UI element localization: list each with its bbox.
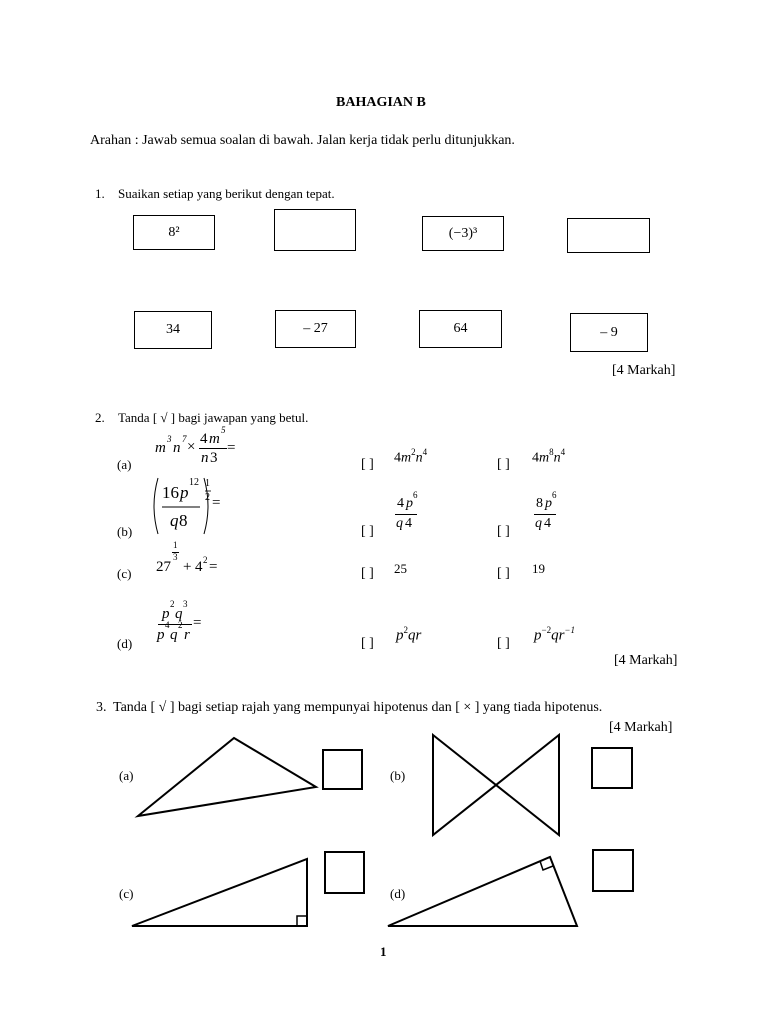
q3d-answer-box[interactable] (592, 849, 634, 892)
q1-top-box-1: 8² (133, 215, 215, 250)
q2b-label: (b) (117, 524, 133, 539)
q2c-label: (c) (117, 566, 132, 581)
q1-bottom-box-1: 34 (134, 311, 212, 349)
q2b-option-1: 4 p 6 q 4 (396, 490, 418, 531)
q3b-answer-box[interactable] (591, 747, 633, 789)
q3a-answer-box[interactable] (322, 749, 363, 790)
q2d-bracket-1[interactable]: [ ] (361, 636, 374, 651)
q2c-question: 27 1 3 + 4 2 = (156, 540, 218, 575)
q1-top-box-3: (−3)³ (422, 216, 504, 251)
q3c-label: (c) (119, 886, 134, 901)
q3c-answer-box[interactable] (324, 851, 365, 894)
q2a-bracket-1[interactable]: [ ] (361, 457, 374, 472)
q2c-bracket-2[interactable]: [ ] (497, 566, 510, 581)
q1-top-box-4[interactable] (567, 218, 650, 253)
q1-bottom-box-4: – 9 (570, 313, 648, 352)
q2c-bracket-1[interactable]: [ ] (361, 566, 374, 581)
q2a-option-1: $4m^2n^4$ (394, 447, 428, 466)
q2a-question: m 3 n 7 × 4 m 5 n 3 = (155, 425, 236, 466)
q3-marks: [4 Markah] (609, 720, 673, 735)
q2d-bracket-2[interactable]: [ ] (497, 636, 510, 651)
q2a-option-2: $4m^8n^4$ (532, 447, 566, 466)
q2-number: 2. (95, 410, 105, 425)
q2b-bracket-1[interactable]: [ ] (361, 524, 374, 539)
section-heading: BAHAGIAN B (336, 95, 426, 110)
q3a-label: (a) (119, 768, 134, 783)
q3-number: 3. (96, 700, 107, 715)
q2-marks: [4 Markah] (614, 653, 678, 668)
q2b-option-2: 8 p 6 q 4 (535, 490, 557, 531)
q1-text: Suaikan setiap yang berikut dengan tepat. (118, 186, 335, 201)
q3b-label: (b) (390, 768, 406, 783)
q2d-option-2: $p^{-2}qr^{-1}$ (534, 625, 575, 644)
q2-text: Tanda [ √ ] bagi jawapan yang betul. (118, 410, 309, 425)
q1-marks: [4 Markah] (612, 363, 676, 378)
instructions: Arahan : Jawab semua soalan di bawah. Jalan kerja tidak perlu ditunjukkan. (90, 133, 515, 148)
q1-bottom-box-2: – 27 (275, 310, 356, 348)
q2b-bracket-2[interactable]: [ ] (497, 524, 510, 539)
q2d-question: p 2 q 3 p 4 q 2 r = (157, 599, 202, 643)
q2d-option-1: $p^2qr$ (396, 625, 422, 644)
q1-number: 1. (95, 186, 105, 201)
q2d-label: (d) (117, 636, 133, 651)
q2c-option-1: 25 (394, 561, 407, 576)
q2a-bracket-2[interactable]: [ ] (497, 457, 510, 472)
q3-text: Tanda [ √ ] bagi setiap rajah yang mempunyai hipotenus dan [ × ] yang tiada hipotenus. (113, 700, 603, 715)
q2b-question: 16 p 12 q 8 1 2 = (148, 474, 238, 538)
page-number: 1 (380, 944, 387, 959)
q2c-option-2: 19 (532, 561, 545, 576)
q3d-label: (d) (390, 886, 406, 901)
q2a-label: (a) (117, 457, 132, 472)
q1-bottom-box-3: 64 (419, 310, 502, 348)
q1-top-box-2[interactable] (274, 209, 356, 251)
